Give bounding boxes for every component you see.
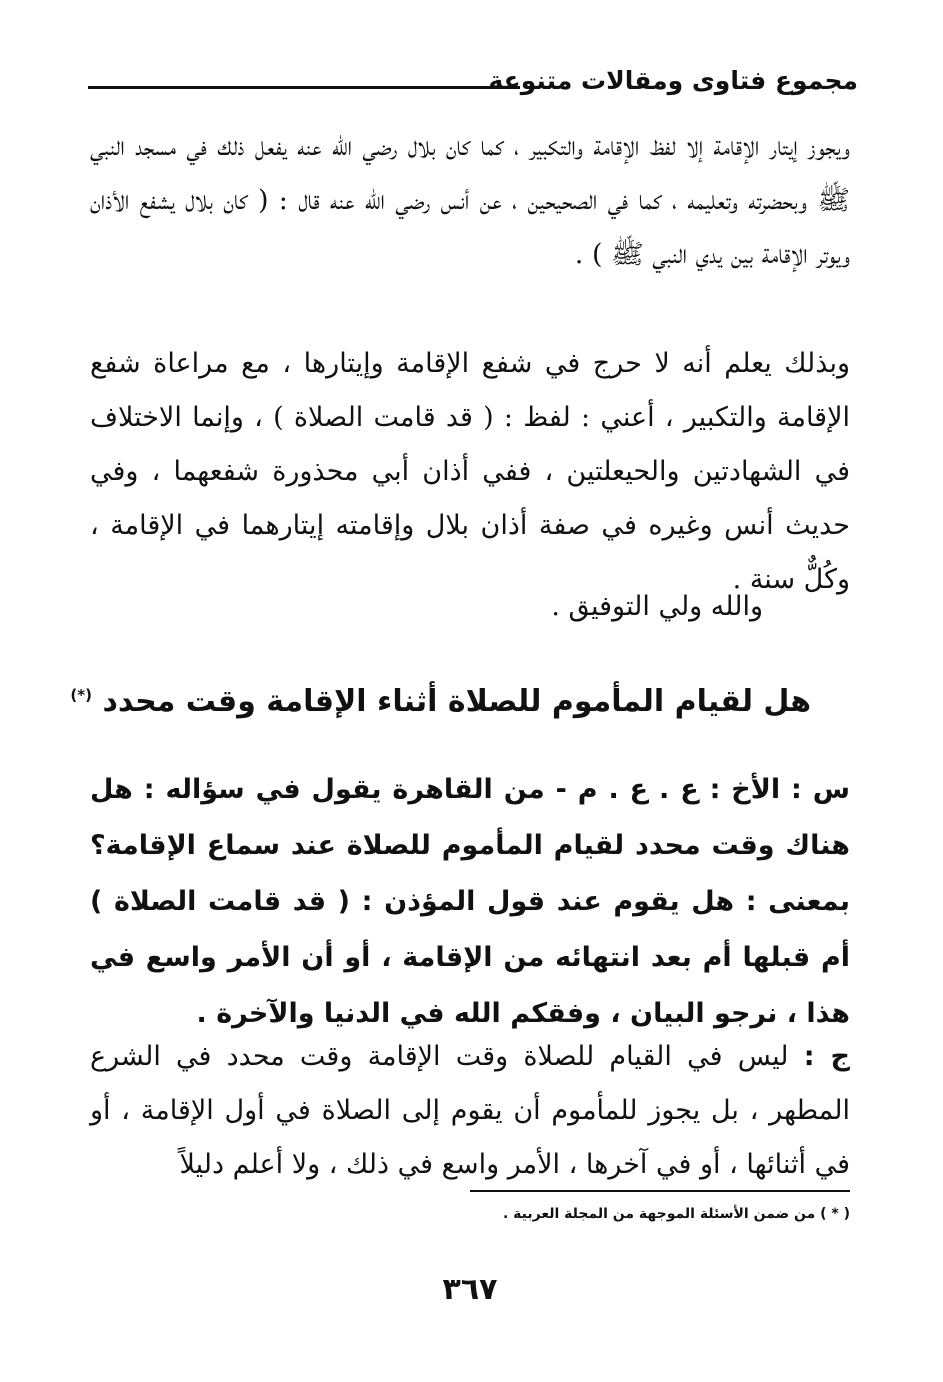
- footnote: ( * ) من ضمن الأسئلة الموجهة من المجلة العربية .: [502, 1206, 850, 1222]
- paragraph-2: وبذلك يعلم أنه لا حرج في شفع الإقامة وإيتارها ، مع مراعاة شفع الإقامة والتكبير ، أعني : لفظ : ( قد قامت الصلاة ) ، وإنما الاختلاف في الشهادتين والحيعلتين ، ففي أذان أبي محذورة شفعهما ، وفي حديث أنس وغيره في صفة أذان بلال وإقامته إيتارهما في الإقامة ، وكُلٌّ سنة .: [90, 348, 850, 595]
- section-title-text: هل لقيام المأموم للصلاة أثناء الإقامة وقت محدد: [102, 684, 811, 719]
- paragraph-1: ويجوز إيتار الإقامة إلا لفظ الإقامة والتكبير ، كما كان بلال رضي الله عنه يفعل ذلك في مسجد النبي ﷺ وبحضرته وتعليمه ، كما في الصحيحين ، عن أنس رضي الله عنه قال : ( كان بلال يشفع الأذان ويوتر الإقامة بين يدي النبي ﷺ ) .: [90, 131, 850, 270]
- answer-block: [90, 1030, 850, 1192]
- running-header: [88, 60, 858, 104]
- closing-line: والله ولي التوفيق .: [551, 591, 763, 622]
- header-title: مجموع فتاوى ومقالات متنوعة: [488, 66, 858, 95]
- section-title: [70, 667, 811, 730]
- answer-text: ليس في القيام للصلاة وقت الإقامة وقت محدد في الشرع المطهر ، بل يجوز للمأموم أن يقوم إلى الصلاة في أول الإقامة ، أو في أثنائها ، أو في آخرها ، الأمر واسع في ذلك ، ولا أعلم دليلاً: [90, 1041, 850, 1180]
- page-number: ٣٦٧: [442, 1272, 498, 1307]
- header-rule: [88, 86, 520, 89]
- answer-label: ج :: [803, 1041, 850, 1072]
- question-text: س : الأخ : ع . ع . م - من القاهرة يقول في سؤاله : هل هناك وقت محدد لقيام المأموم للصلاة عند سماع الإقامة؟ بمعنى : هل يقوم عند قول المؤذن : ( قد قامت الصلاة ) أم قبلها أم بعد انتهائه من الإقامة ، أو أن الأمر واسع في هذا ، نرجو البيان ، وفقكم الله في الدنيا والآخرة .: [90, 774, 850, 1029]
- footnote-rule: [470, 1190, 850, 1192]
- footnote-marker: (*): [70, 686, 92, 704]
